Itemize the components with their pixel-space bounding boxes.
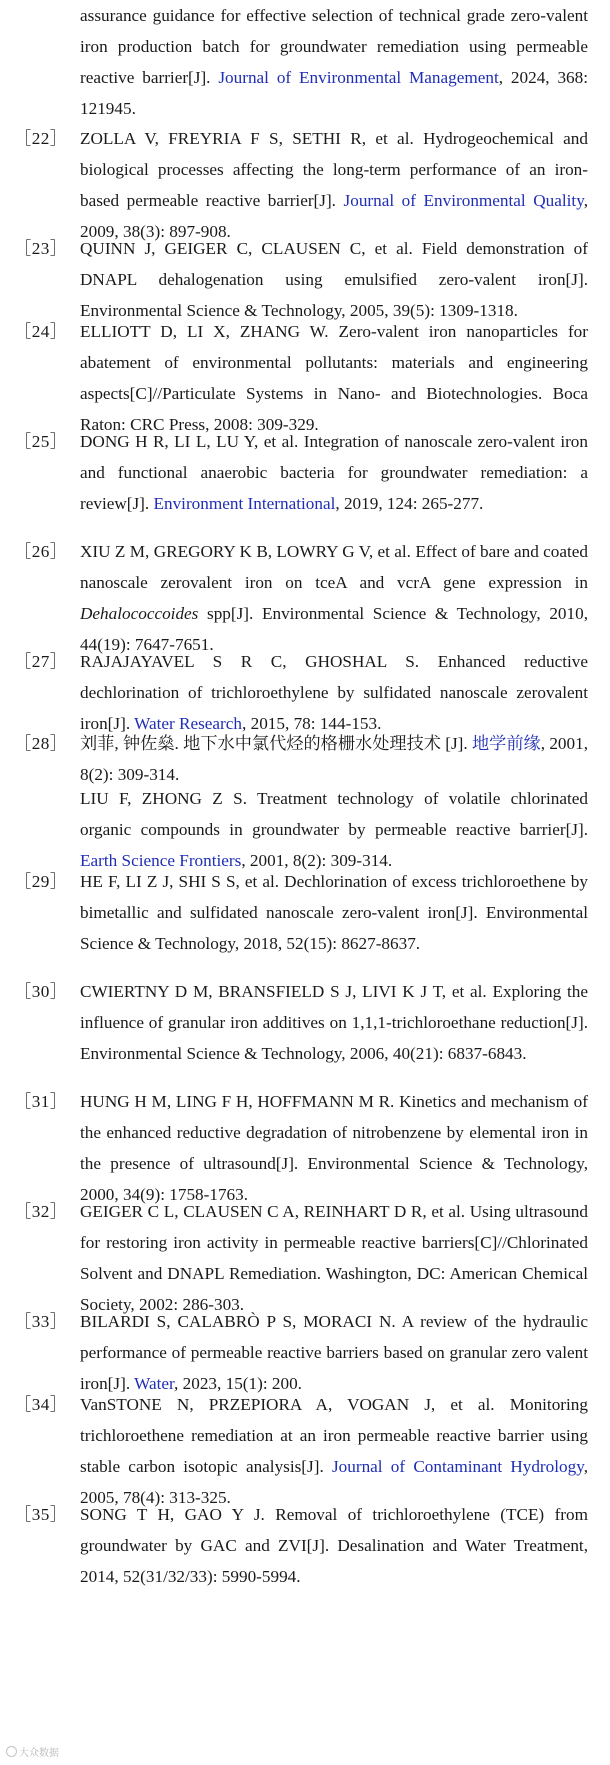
journal-link[interactable]: Earth Science Frontiers <box>80 851 242 870</box>
journal-link[interactable]: Environment International <box>153 494 336 513</box>
reference-segment: SONG T H, GAO Y J. Removal of trichloroethylene (TCE) from groundwater by GAC and ZVI[J]. Desalination and Water Treatment, 2014, 52(31/32/33): 5990-5994. <box>80 1505 588 1586</box>
reference-text <box>80 123 588 247</box>
reference-number: ［24］ <box>14 322 68 341</box>
reference-segment: , 2001, 8(2): 309-314. <box>241 851 393 870</box>
reference-text <box>80 316 588 440</box>
reference-text <box>80 1499 588 1592</box>
reference-number: ［28］ <box>14 734 68 753</box>
reference-text <box>80 1306 588 1399</box>
reference-segment: ZOLLA V, FREYRIA F S, SETHI R, et al. Hydrogeochemical and biological processes affecting the long-term performance of an iron-based permeable reactive barrier[J]. <box>80 129 588 210</box>
reference-segment: , 2001, 8(2): 309-314. <box>80 734 588 784</box>
reference-segment: , 2009, 38(3): 897-908. <box>80 191 588 241</box>
species-name: Dehalococcoides <box>80 604 199 623</box>
reference-number: ［33］ <box>14 1312 68 1331</box>
reference-segment: spp[J]. Environmental Science & Technology, 2010, 44(19): 7647-7651. <box>80 604 588 654</box>
reference-segment: 刘菲, 钟佐燊. 地下水中氯代烃的格栅水处理技术 [J]. <box>80 734 472 753</box>
reference-number: ［25］ <box>14 432 68 451</box>
reference-number: ［22］ <box>14 129 68 148</box>
watermark-text: 大众数据 <box>19 1748 59 1759</box>
reference-text <box>80 646 588 739</box>
journal-link[interactable]: Water <box>134 1374 175 1393</box>
reference-number: ［35］ <box>14 1505 68 1524</box>
reference-number: ［30］ <box>14 982 68 1001</box>
reference-text <box>80 783 588 876</box>
reference-segment: assurance guidance for effective selection of technical grade zero-valent iron production batch for groundwater remediation using permeable reactive barrier[J]. <box>80 6 588 87</box>
reference-segment: RAJAJAYAVEL S R C, GHOSHAL S. Enhanced reductive dechlorination of trichloroethylene by sulfidated nanoscale zerovalent iron[J]. <box>80 652 588 733</box>
reference-segment: HUNG H M, LING F H, HOFFMANN M R. Kinetics and mechanism of the enhanced reductive degradation of nitrobenzene by elemental iron in the presence of ultrasound[J]. Environmental Science & Technology, 2000, 34(9): 1758-1763. <box>80 1092 588 1204</box>
reference-text <box>80 976 588 1069</box>
reference-segment: ELLIOTT D, LI X, ZHANG W. Zero-valent iron nanoparticles for abatement of environmental pollutants: materials and engineering aspects[C]//Particulate Systems in Nano- and Biotechnologies. Boca Raton: CRC Press, 2008: 309-329. <box>80 322 588 434</box>
reference-text <box>80 1389 588 1513</box>
reference-number: ［26］ <box>14 542 68 561</box>
reference-number: ［29］ <box>14 872 68 891</box>
reference-segment: VanSTONE N, PRZEPIORA A, VOGAN J, et al. Monitoring trichloroethene remediation at an iron permeable reactive barrier using stable carbon isotopic analysis[J]. <box>80 1395 588 1476</box>
reference-segment: BILARDI S, CALABRÒ P S, MORACI N. A review of the hydraulic performance of permeable reactive barriers based on granular zero valent iron[J]. <box>80 1312 588 1393</box>
journal-link[interactable]: Water Research <box>134 714 242 733</box>
reference-text <box>80 1196 588 1320</box>
reference-segment: QUINN J, GEIGER C, CLAUSEN C, et al. Field demonstration of DNAPL dehalogenation using emulsified zero-valent iron[J]. Environmental Science & Technology, 2005, 39(5): 1309-1318. <box>80 239 588 320</box>
reference-number: ［31］ <box>14 1092 68 1111</box>
reference-number: ［23］ <box>14 239 68 258</box>
reference-text <box>80 233 588 326</box>
reference-number: ［34］ <box>14 1395 68 1414</box>
reference-text <box>80 536 588 660</box>
reference-segment: , 2015, 78: 144-153. <box>242 714 382 733</box>
watermark <box>6 1744 59 1759</box>
reference-text <box>80 1086 588 1210</box>
reference-segment: GEIGER C L, CLAUSEN C A, REINHART D R, et al. Using ultrasound for restoring iron activity in permeable reactive barriers[C]//Chlorinated Solvent and DNAPL Remediation. Washington, DC: American Chemical Society, 2002: 286-303. <box>80 1202 588 1314</box>
reference-segment: CWIERTNY D M, BRANSFIELD S J, LIVI K J T, et al. Exploring the influence of granular iron additives on 1,1,1-trichloroethane reduction[J]. Environmental Science & Technology, 2006, 40(21): 6837-6843. <box>80 982 588 1063</box>
reference-segment: , 2024, 368: 121945. <box>80 68 589 118</box>
reference-segment: HE F, LI Z J, SHI S S, et al. Dechlorination of excess trichloroethene by bimetallic and sulfidated nanoscale zero-valent iron[J]. Environmental Science & Technology, 2018, 52(15): 8627-8637. <box>80 872 588 953</box>
reference-text <box>80 728 588 790</box>
reference-text <box>80 866 588 959</box>
reference-number: ［32］ <box>14 1202 68 1221</box>
reference-segment: LIU F, ZHONG Z S. Treatment technology of volatile chlorinated organic compounds in groundwater by permeable reactive barrier[J]. <box>80 789 588 839</box>
reference-segment: , 2019, 124: 265-277. <box>335 494 484 513</box>
reference-number: ［27］ <box>14 652 68 671</box>
reference-text <box>80 0 588 124</box>
journal-link[interactable]: Journal of Contaminant Hydrology <box>331 1457 584 1476</box>
journal-link[interactable]: 地学前缘 <box>471 734 541 753</box>
reference-segment: XIU Z M, GREGORY K B, LOWRY G V, et al. Effect of bare and coated nanoscale zerovalent iron on tceA and vcrA gene expression in <box>80 542 588 592</box>
reference-segment: , 2023, 15(1): 200. <box>174 1374 302 1393</box>
reference-text <box>80 426 588 519</box>
watermark-logo-icon <box>6 1746 17 1757</box>
reference-segment: DONG H R, LI L, LU Y, et al. Integration of nanoscale zero-valent iron and functional anaerobic bacteria for groundwater remediation: a review[J]. <box>80 432 588 513</box>
reference-segment: , 2005, 78(4): 313-325. <box>80 1457 588 1507</box>
journal-link[interactable]: Journal of Environmental Quality <box>343 191 584 210</box>
journal-link[interactable]: Journal of Environmental Management <box>218 68 499 87</box>
